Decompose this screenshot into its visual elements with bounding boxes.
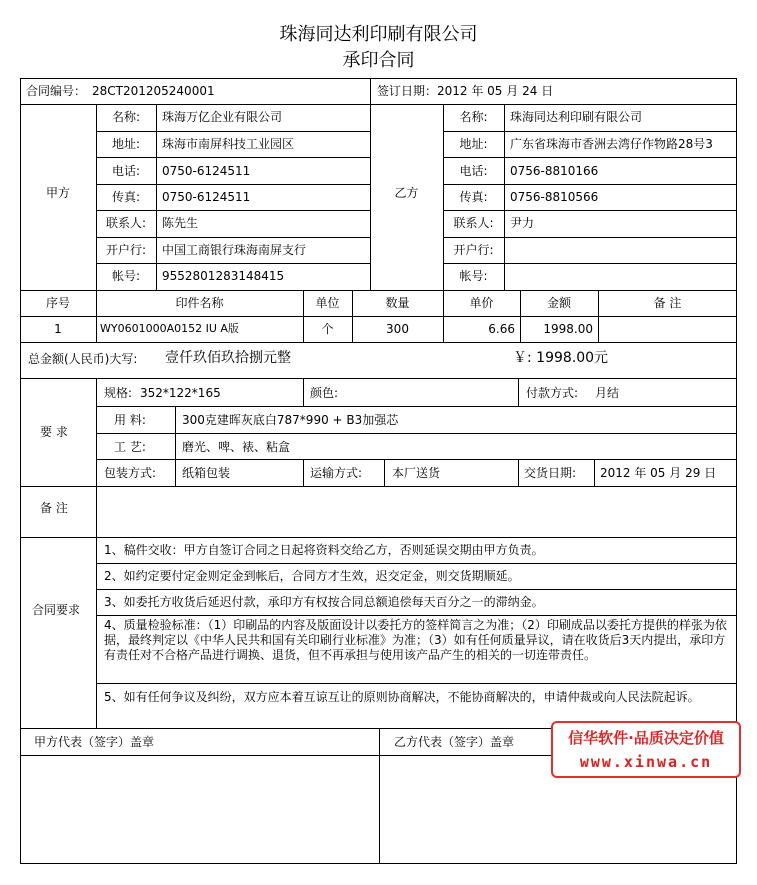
- watermark-url: www.xinwa.cn: [579, 753, 713, 771]
- col-name-header: 印件名称: [175, 296, 224, 310]
- spec-label: 规格:: [104, 386, 133, 400]
- col-seq-header: 序号: [45, 296, 70, 310]
- party-b-addr-label: 地址:: [459, 137, 488, 151]
- party-a-bank-label: 开户行:: [105, 243, 147, 257]
- party-b-label: 乙方: [394, 186, 419, 200]
- col-amount-header: 金额: [546, 296, 571, 310]
- notes-label: 备 注: [40, 501, 68, 515]
- total-words: 壹仟玖佰玖拾捌元整: [165, 350, 291, 366]
- sign-date-label: 签订日期：: [377, 84, 438, 98]
- document-title: 承印合同: [342, 50, 415, 71]
- watermark-stamp: [551, 721, 741, 778]
- contract-no-label: 合同编号：: [26, 84, 87, 98]
- delivery-label: 交货日期:: [524, 466, 577, 480]
- company-title: 珠海同达利印刷有限公司: [279, 24, 478, 45]
- col-unit-header: 单位: [315, 296, 340, 310]
- process-value: 磨光、啤、裱、粘盒: [182, 440, 291, 454]
- total-amount: ￥: 1998.00元: [513, 350, 609, 366]
- packing-value: 纸箱包装: [182, 466, 231, 480]
- col-remark-header: 备 注: [653, 296, 682, 310]
- material-label: 用 料:: [114, 413, 146, 427]
- party-b-name-label: 名称:: [459, 110, 488, 124]
- party-a-bank: 中国工商银行珠海南屏支行: [162, 243, 307, 257]
- party-b-fax: 0756-8810566: [510, 190, 599, 204]
- party-a-name: 珠海万亿企业有限公司: [162, 110, 283, 124]
- item-name: WY0601000A0152 IU A版: [100, 322, 239, 335]
- party-a-signature-label: 甲方代表（签字）盖章: [34, 735, 155, 749]
- packing-label: 包装方式:: [104, 466, 157, 480]
- terms-label: 合同要求: [32, 603, 81, 617]
- item-qty: 300: [386, 322, 409, 336]
- material-value: 300克建晖灰底白787*990 + B3加强芯: [182, 413, 399, 427]
- item-seq: 1: [54, 322, 62, 336]
- party-b-signature-label: 乙方代表（签字）盖章: [394, 735, 515, 749]
- party-b-bank-label: 开户行:: [453, 243, 494, 257]
- party-a-contact: 陈先生: [162, 216, 199, 230]
- party-a-signature-area[interactable]: [21, 756, 378, 863]
- spec-value: 352*122*165: [140, 386, 221, 400]
- party-a-name-label: 名称:: [111, 110, 141, 124]
- color-label: 颜色:: [310, 386, 339, 400]
- party-a-account: 9552801283148415: [162, 269, 285, 283]
- col-qty-header: 数量: [385, 296, 410, 310]
- party-b-tel-label: 电话:: [459, 164, 488, 178]
- item-unit: 个: [321, 322, 334, 336]
- term-3: 3、如委托方收货后延迟付款，承印方有权按合同总额追偿每天百分之一的滞纳金。: [104, 595, 544, 609]
- process-label: 工 艺:: [114, 440, 146, 454]
- term-4: 4、质量检验标准：（1）印刷品的内容及版面设计以委托方的签样简言之为准；（2）印刷成品以委托方提供的样张为依据，最终判定以《中华人民共和国有关印刷行业标准》为准；（3）如有任何质量异议，请在收货后3天内提出，承印方有责任对不合格产品进行调换、退货，但不再承担与使用该产品产生的相关的一切连带责任。: [104, 618, 727, 662]
- party-b-name: 珠海同达利印刷有限公司: [510, 110, 643, 124]
- requirements-label: 要 求: [40, 425, 68, 439]
- party-b-addr: 广东省珠海市香洲去湾仔作物路28号3: [510, 137, 713, 151]
- party-a-addr: 珠海市南屏科技工业园区: [162, 137, 295, 151]
- term-2: 2、如约定要付定金则定金到帐后，合同方才生效，迟交定金，则交货期顺延。: [104, 569, 520, 583]
- item-price: 6.66: [488, 322, 515, 336]
- total-label: 总金额(人民币)大写:: [28, 352, 138, 366]
- party-b-fax-label: 传真:: [459, 190, 488, 204]
- party-a-addr-label: 地址:: [111, 137, 141, 151]
- party-a-tel: 0750-6124511: [162, 164, 251, 178]
- party-b-contact-label: 联系人:: [453, 216, 494, 230]
- transport-value: 本厂送货: [392, 466, 441, 480]
- transport-label: 运输方式:: [310, 466, 363, 480]
- item-amount: 1998.00: [543, 322, 593, 336]
- party-b-contact: 尹力: [510, 216, 535, 230]
- party-a-label: 甲方: [46, 186, 71, 200]
- party-a-tel-label: 电话:: [111, 164, 141, 178]
- party-a-fax-label: 传真:: [111, 190, 141, 204]
- party-a-account-label: 帐号:: [111, 269, 141, 283]
- payment-value: 月结: [595, 386, 620, 400]
- contract-no: 28CT201205240001: [92, 84, 215, 98]
- term-1: 1、稿件交收：甲方自签订合同之日起将资料交给乙方，否则延误交期由甲方负责。: [104, 543, 544, 557]
- sign-date: 2012 年 05 月 24 日: [437, 84, 554, 98]
- term-5: 5、如有任何争议及纠纷，双方应本着互谅互让的原则协商解决，不能协商解决的，申请仲裁或向人民法院起诉。: [104, 690, 700, 704]
- watermark-slogan: 信华软件·品质决定价值: [568, 729, 724, 747]
- col-price-header: 单价: [469, 296, 494, 310]
- payment-label: 付款方式:: [526, 386, 579, 400]
- party-b-account-label: 帐号:: [459, 269, 488, 283]
- party-a-fax: 0750-6124511: [162, 190, 251, 204]
- party-b-tel: 0756-8810166: [510, 164, 599, 178]
- delivery-value: 2012 年 05 月 29 日: [600, 466, 717, 480]
- party-a-contact-label: 联系人:: [105, 216, 147, 230]
